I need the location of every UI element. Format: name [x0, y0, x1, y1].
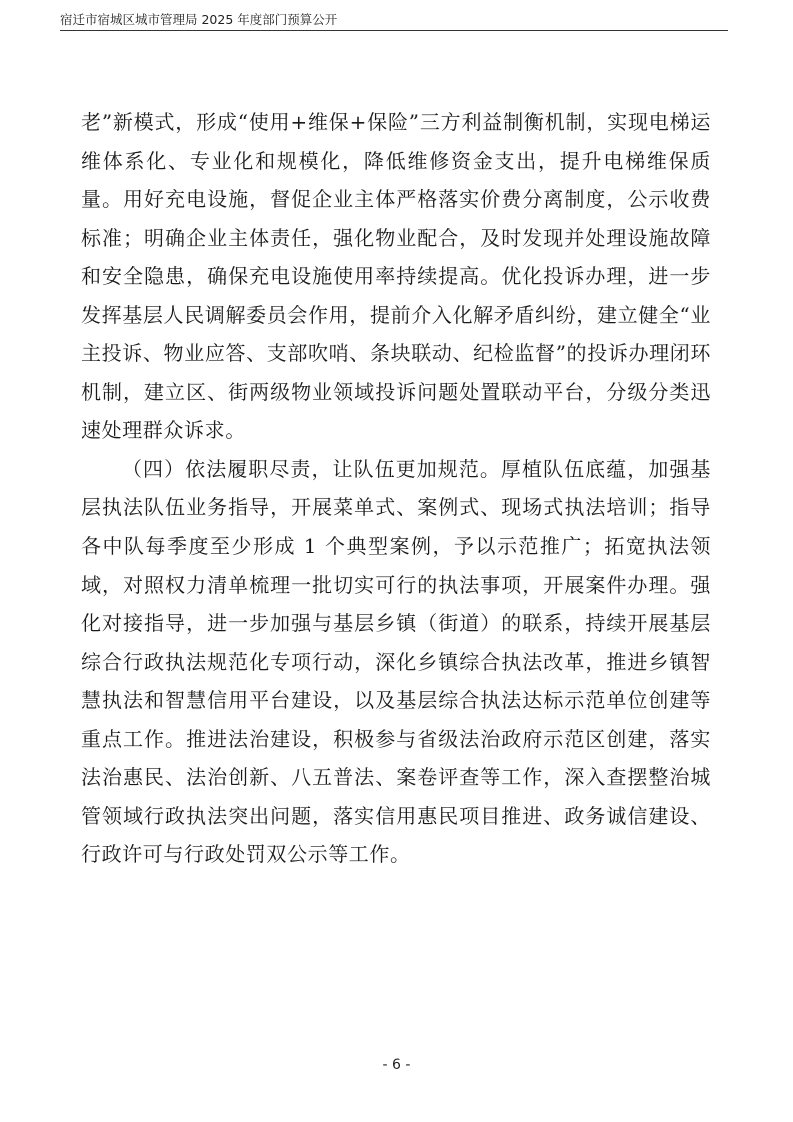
- header-title: 宿迁市宿城区城市管理局 2025 年度部门预算公开: [60, 12, 338, 27]
- page-number: - 6 -: [382, 1057, 411, 1073]
- paragraph: （四）依法履职尽责，让队伍更加规范。厚植队伍底蕴，加强基层执法队伍业务指导，开展菜单式、案例式、现场式执法培训；指导各中队每季度至少形成 1 个典型案例，予以示范推广；拓宽执法领域，对照权力清单梳理一批切实可行的执法事项，开展案件办理。强化对接指导，进一步加强与基层乡镇（街道）的联系，持续开展基层综合行政执法规范化专项行动，深化乡镇综合执法改革，推进乡镇智慧执法和智慧信用平台建设，以及基层综合执法达标示范单位创建等重点工作。推进法治建设，积极参与省级法治政府示范区创建，落实法治惠民、法治创新、八五普法、案卷评查等工作，深入查摆整治城管领域行政执法突出问题，落实信用惠民项目推进、政务诚信建设、行政许可与行政处罚双公示等工作。: [81, 456, 711, 867]
- page-header: [60, 8, 728, 31]
- document-body: [81, 103, 711, 874]
- paragraph: 老”新模式，形成“使用+维保+保险”三方利益制衡机制，实现电梯运维体系化、专业化和规模化，降低维修资金支出，提升电梯维保质量。用好充电设施，督促企业主体严格落实价费分离制度，公示收费标准；明确企业主体责任，强化物业配合，及时发现并处理设施故障和安全隐患，确保充电设施使用率持续提高。优化投诉办理，进一步发挥基层人民调解委员会作用，提前介入化解矛盾纠纷，建立健全“业主投诉、物业应答、支部吹哨、条块联动、纪检监督”的投诉办理闭环机制，建立区、街两级物业领域投诉问题处置联动平台，分级分类迅速处理群众诉求。: [81, 110, 711, 443]
